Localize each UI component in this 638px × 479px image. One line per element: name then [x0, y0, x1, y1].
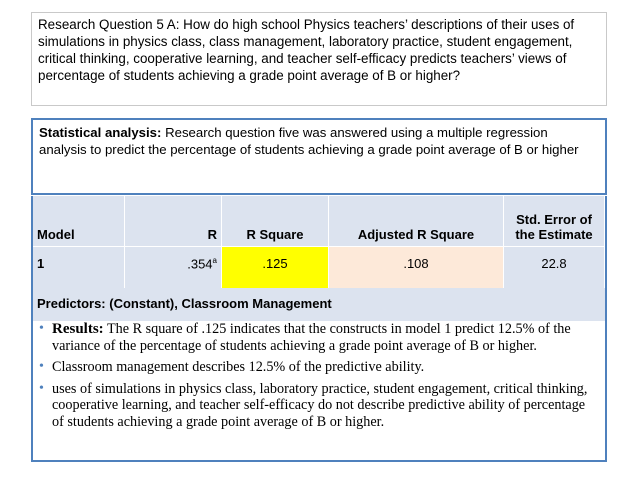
statistical-analysis-box — [31, 118, 607, 195]
table-row — [33, 247, 605, 289]
results-box — [31, 321, 607, 462]
model-summary-panel — [31, 196, 607, 321]
header-r: R — [125, 196, 222, 247]
results-text: The R square of .125 indicates that the constructs in model 1 predict 12.5% of the variance of the percentage of students achieving a grade point average of B or higher. — [52, 321, 571, 354]
predictors-note: Predictors: (Constant), Classroom Management — [37, 296, 332, 311]
results-text: uses of simulations in physics class, laboratory practice, student engagement, critical thinking, cooperative learning, and teacher self-efficacy do not describe predictive ability of percentage of students achieving a grade point average of B or higher. — [52, 380, 588, 430]
bullet-icon: • — [39, 321, 44, 336]
cell-adjusted-r-square: .108 — [329, 247, 504, 289]
table-header-row — [33, 196, 605, 247]
list-item — [39, 381, 599, 431]
research-question-box — [31, 12, 607, 106]
results-text: Classroom management describes 12.5% of the predictive ability. — [52, 359, 425, 375]
header-std-error: Std. Error of the Estimate — [504, 196, 605, 247]
bullet-icon: • — [39, 359, 44, 374]
results-list — [39, 321, 599, 430]
header-adjusted-r-square: Adjusted R Square — [329, 196, 504, 247]
research-question-text: Research Question 5 A: How do high school Physics teachers’ descriptions of their uses of simulations in physics class, class management, laboratory practice, student engagement, critical thinking, cooperative learning, and teacher self-efficacy predicts teachers’ views of percentage of students achieving a grade point average of B or higher? — [38, 17, 575, 83]
results-label: Results: — [52, 321, 104, 337]
statistical-analysis-text: Research question five was answered using a multiple regression analysis to predict the percentage of students achieving a grade point average of B or higher — [39, 125, 579, 157]
cell-r-square: .125 — [222, 247, 329, 289]
cell-r-superscript: a — [212, 255, 217, 265]
cell-model: 1 — [33, 247, 125, 289]
list-item — [39, 359, 599, 376]
cell-std-error: 22.8 — [504, 247, 605, 289]
list-item — [39, 321, 599, 354]
bullet-icon: • — [39, 380, 44, 396]
cell-r — [125, 247, 222, 289]
statistical-analysis-label: Statistical analysis: — [39, 125, 162, 140]
header-model: Model — [33, 196, 125, 247]
model-summary-table — [33, 196, 605, 288]
cell-r-value: .354 — [187, 256, 213, 272]
header-r-square: R Square — [222, 196, 329, 247]
